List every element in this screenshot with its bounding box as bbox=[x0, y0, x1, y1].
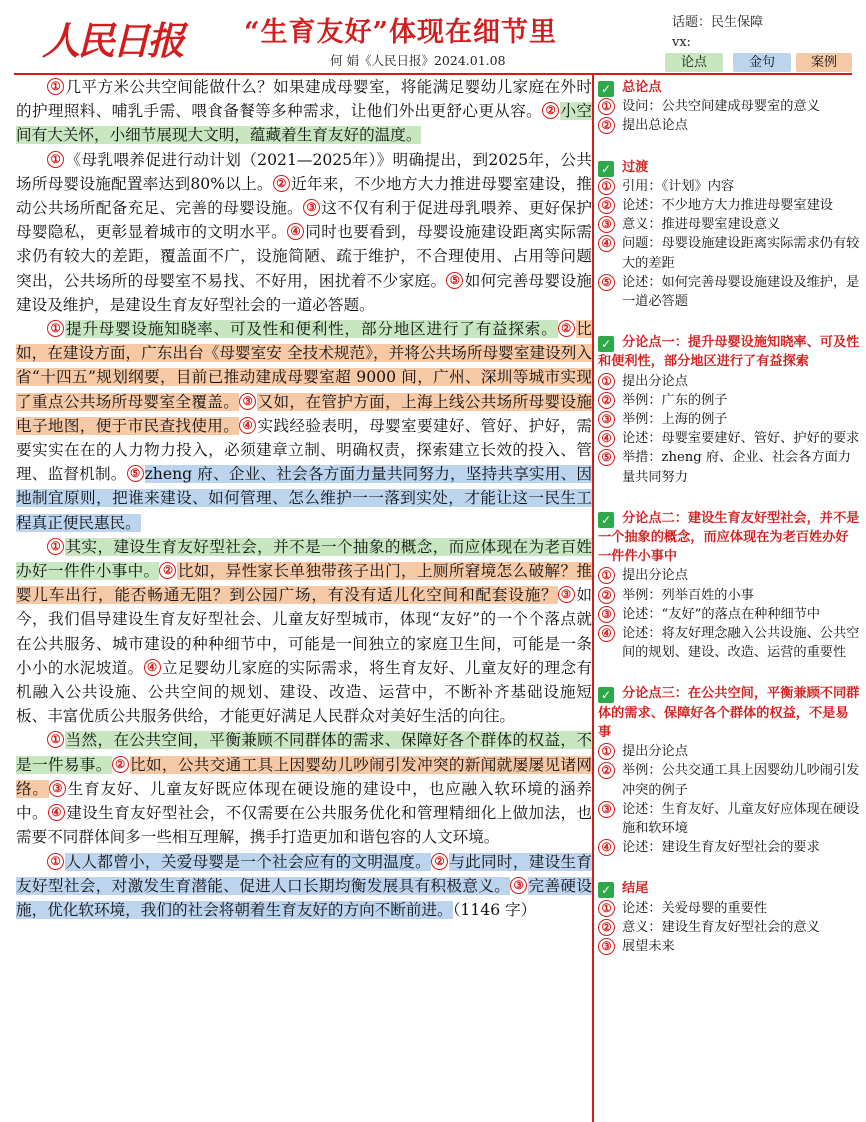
topic-label: 话题：民生保障 bbox=[672, 15, 764, 30]
outline-item-number: ② bbox=[598, 919, 615, 936]
outline-section-heading bbox=[598, 78, 860, 97]
outline-item bbox=[598, 838, 860, 857]
sentence-number: ③ bbox=[303, 199, 320, 216]
check-icon: ✓ bbox=[598, 81, 614, 97]
outline-item-text: 意义：推进母婴室建设意义 bbox=[622, 217, 781, 233]
outline-item-number: ① bbox=[598, 900, 615, 917]
vx-label: vx: bbox=[672, 35, 692, 50]
article-body bbox=[16, 75, 592, 922]
sentence-number: ① bbox=[47, 320, 64, 337]
outline-item bbox=[598, 742, 860, 761]
sentence-number: ① bbox=[47, 538, 64, 555]
outline-section-heading bbox=[598, 333, 860, 371]
sentence-text: 建设生育友好型社会，不仅需要在公共服务优化和管理精细化上做加法，也需要不同群体间多一些相互理解，携手打造更加和谐包容的人文环境。 bbox=[16, 804, 592, 847]
outline-item-number: ⑤ bbox=[598, 274, 615, 291]
paragraph-6 bbox=[16, 850, 592, 923]
outline-item-number: ③ bbox=[598, 606, 615, 623]
word-count: （1146 字） bbox=[452, 900, 537, 919]
outline-item-text: 提出分论点 bbox=[622, 373, 688, 389]
outline-item bbox=[598, 177, 860, 196]
outline-section-heading bbox=[598, 509, 860, 567]
sentence-number: ③ bbox=[49, 780, 66, 797]
sentence-text: 完善硬设施，优化软环境，我们的社会将朝着生育友好的方向不断前进。 bbox=[16, 876, 592, 919]
sentence-text: 小空间有大关怀，小细节展现大文明，蕴藏着生育友好的温度。 bbox=[16, 102, 592, 145]
sentence-number: ① bbox=[47, 151, 64, 168]
outline-item-text: 提出分论点 bbox=[622, 744, 688, 760]
sentence-text: 同时也要看到，母婴设施建设距离实际需求仍有较大的差距，覆盖面不广，设施简陋、疏于维护，不合理使用、占用等问题突出，公共场所的母婴室不易找、不好用，困扰着不少家庭。 bbox=[16, 223, 592, 290]
sentence-number: ④ bbox=[48, 804, 65, 821]
paragraph-4 bbox=[16, 535, 592, 729]
outline-item-text: 举例：列举百姓的小事 bbox=[622, 587, 754, 603]
outline-item bbox=[598, 800, 860, 838]
outline-item bbox=[598, 116, 860, 135]
sentence-text: 如何完善母婴设施建设及维护，是建设生育友好型社会的一道必答题。 bbox=[16, 271, 592, 314]
outline-section bbox=[598, 684, 860, 857]
outline-item-text: 提出总论点 bbox=[622, 118, 688, 134]
outline-item-text: 论述：不少地方大力推进母婴室建设 bbox=[622, 198, 833, 214]
outline-heading-text: 分论点二：建设生育友好型社会，并不是一个抽象的概念，而应体现在为老百姓办好一件件小事中 bbox=[598, 510, 860, 565]
sentence-number: ③ bbox=[558, 586, 575, 603]
outline-item-number: ④ bbox=[598, 839, 615, 856]
sentence-text: 比如，异性家长单独带孩子出门，上厕所窘境怎么破解？推婴儿车出行，能否畅通无阻？到公园广场，有没有适儿化空间和配套设施？ bbox=[16, 562, 592, 605]
check-icon: ✓ bbox=[598, 687, 614, 703]
outline-item bbox=[598, 586, 860, 605]
outline-item-text: 引用：《计划》内容 bbox=[622, 178, 735, 194]
sentence-text: 比如，在建设方面，广东出台《母婴室安 全技术规范》，并将公共场所母婴室建设列入省“十四五”规划纲要，目前已推动建成母婴室超 9000 间，广州、深圳等城市实现了重点公共场所母婴室全覆盖。 bbox=[16, 320, 592, 411]
outline-section-heading bbox=[598, 158, 860, 177]
outline-item bbox=[598, 97, 860, 116]
legend-tag-argument: 论点 bbox=[665, 53, 723, 72]
sentence-number: ② bbox=[431, 853, 448, 870]
outline-item bbox=[598, 899, 860, 918]
outline-section bbox=[598, 879, 860, 956]
outline-item bbox=[598, 391, 860, 410]
outline-item-text: 举例：公共交通工具上因婴幼儿吵闹引发冲突的例子 bbox=[622, 763, 860, 798]
paragraph-2 bbox=[16, 148, 592, 317]
article-byline: 何 娟《人民日报》2024.01.08 bbox=[330, 53, 506, 68]
outline-item-text: 举例：广东的例子 bbox=[622, 392, 728, 408]
outline-item-text: 论述：母婴室要建好、管好、护好的要求 bbox=[622, 431, 860, 447]
sentence-number: ② bbox=[558, 320, 575, 337]
outline-item-number: ① bbox=[598, 743, 615, 760]
legend-tag-quote: 金句 bbox=[733, 53, 791, 72]
check-icon: ✓ bbox=[598, 882, 614, 898]
outline-item bbox=[598, 196, 860, 215]
sentence-number: ③ bbox=[239, 393, 256, 410]
sentence-number: ② bbox=[159, 562, 176, 579]
outline-heading-text: 结尾 bbox=[622, 881, 649, 897]
sentence-text: 又如，在管护方面，上海上线公共场所母婴设施电子地图，便于市民查找使用。 bbox=[16, 392, 592, 435]
sentence-text: 生育友好、儿童友好既应体现在硬设施的建设中，也应融入软环境的涵养中。 bbox=[16, 779, 592, 823]
outline-section bbox=[598, 509, 860, 663]
outline-item-text: 论述：关爱母婴的重要性 bbox=[622, 900, 768, 916]
outline-item-text: 提出分论点 bbox=[622, 568, 688, 584]
sentence-number: ④ bbox=[287, 223, 304, 240]
check-icon: ✓ bbox=[598, 512, 614, 528]
outline-heading-text: 过渡 bbox=[622, 159, 649, 175]
page-header bbox=[0, 0, 866, 74]
outline-item-text: 举例：上海的例子 bbox=[622, 412, 728, 428]
sentence-text: zheng 府、企业、社会各方面力量共同努力，坚持共享实用、因地制宜原则，把谁来建设、如何管理、怎么维护一一落到实处，才能让这一民生工程真正便民惠民。 bbox=[16, 465, 592, 532]
outline-item-number: ④ bbox=[598, 625, 615, 642]
sentence-number: ⑤ bbox=[127, 465, 144, 482]
outline-item-text: 意义：建设生育友好型社会的意义 bbox=[622, 919, 820, 935]
sentence-text: 几平方米公共空间能做什么？如果建成母婴室，将能满足婴幼儿家庭在外时的护理照料、哺乳手需、喂食备餐等多种需求，让他们外出更舒心更从容。 bbox=[16, 78, 592, 121]
outline-heading-text: 分论点三：在公共空间，平衡兼顾不同群体的需求、保障好各个群体的权益，不是易事 bbox=[598, 686, 860, 740]
sentence-number: ① bbox=[47, 731, 64, 748]
outline-item-text: 论述：生育友好、儿童友好应体现在硬设施和软环境 bbox=[622, 801, 860, 836]
outline-item-text: 论述：将友好理念融入公共设施、公共空间的规划、建设、改造、运营的重要性 bbox=[622, 626, 860, 661]
outline-item-number: ① bbox=[598, 373, 615, 390]
outline-item-number: ① bbox=[598, 98, 615, 115]
outline-item bbox=[598, 918, 860, 937]
sentence-text: 《母乳喂养促进行动计划（2021—2025年）》明确提出，到2025年，公共场所母婴设施配置率达到80%以上。 bbox=[16, 150, 592, 193]
outline-item-number: ② bbox=[598, 587, 615, 604]
outline-item bbox=[598, 429, 860, 448]
outline-item-number: ⑤ bbox=[598, 449, 615, 466]
outline-item-number: ④ bbox=[598, 430, 615, 447]
outline-item bbox=[598, 234, 860, 272]
sentence-text: 提升母婴设施知晓率、可及性和便利性，部分地区进行了有益探索。 bbox=[65, 320, 558, 339]
legend-tag-case: 案例 bbox=[796, 53, 852, 72]
sentence-number: ④ bbox=[239, 417, 256, 434]
paragraph-5 bbox=[16, 728, 592, 849]
sentence-text: 立足婴幼儿家庭的实际需求，将生育友好、儿童友好的理念有机融入公共设施、公共空间的规划、建设、改造、运营中，不断补齐基础设施短板、丰富优质公共服务供给，才能更好满足人民群众对美好生活的向往。 bbox=[16, 658, 592, 726]
outline-item bbox=[598, 372, 860, 391]
outline-item-number: ① bbox=[598, 178, 615, 195]
outline-item bbox=[598, 624, 860, 662]
paragraph-3 bbox=[16, 317, 592, 535]
outline-section bbox=[598, 333, 860, 487]
outline-item bbox=[598, 448, 860, 486]
outline-item-number: ② bbox=[598, 392, 615, 409]
outline-item bbox=[598, 273, 860, 311]
article-title: “生育友好”体现在细节里 bbox=[244, 17, 558, 48]
outline-item-number: ① bbox=[598, 567, 615, 584]
sentence-number: ④ bbox=[144, 659, 161, 676]
sentence-text: 近年来，不少地方大力推进母婴室建设，推动公共场所配备充足、完善的母婴设施。 bbox=[16, 174, 592, 218]
outline-item-number: ③ bbox=[598, 938, 615, 955]
sentence-number: ② bbox=[112, 756, 129, 773]
outline-item-number: ④ bbox=[598, 235, 615, 252]
outline-item-number: ② bbox=[598, 117, 615, 134]
newspaper-logo: 人民日报 bbox=[42, 18, 183, 63]
outline-item bbox=[598, 605, 860, 624]
sentence-text: 当然，在公共空间，平衡兼顾不同群体的需求、保障好各个群体的权益，不是一件易事。 bbox=[16, 731, 592, 774]
outline-item-number: ② bbox=[598, 197, 615, 214]
sentence-text: 其实，建设生育友好型社会，并不是一个抽象的概念，而应体现在为老百姓办好一件件小事中。 bbox=[16, 537, 592, 581]
sentence-number: ① bbox=[47, 78, 64, 95]
outline-panel bbox=[598, 78, 860, 978]
outline-item-number: ③ bbox=[598, 216, 615, 233]
outline-item-text: 论述：建设生育友好型社会的要求 bbox=[622, 840, 820, 856]
outline-item bbox=[598, 410, 860, 429]
outline-item-text: 论述：“友好”的落点在种种细节中 bbox=[622, 606, 821, 622]
check-icon: ✓ bbox=[598, 336, 614, 352]
outline-item-text: 设问：公共空间建成母婴室的意义 bbox=[622, 99, 820, 115]
sentence-text: 这不仅有利于促进母乳喂养、更好保护母婴隐私，更彰显着城市的文明水平。 bbox=[16, 199, 592, 242]
outline-item-number: ② bbox=[598, 762, 615, 779]
outline-item-text: 问题：母婴设施建设距离实际需求仍有较大的差距 bbox=[622, 236, 860, 271]
sentence-text: 实践经验表明，母婴室要建好、管好、护好，需要实实在在的人力物力投入，必须建章立制、明确权责，探索建立长效的投入、管理、监督机制。 bbox=[16, 416, 592, 484]
column-divider bbox=[592, 75, 594, 1122]
sentence-text: 与此同时，建设生育友好型社会，对激发生育潜能、促进人口长期均衡发展具有积极意义。 bbox=[16, 852, 592, 895]
outline-section bbox=[598, 78, 860, 136]
sentence-text: 人人都曾小，关爱母婴是一个社会应有的文明温度。 bbox=[65, 852, 431, 871]
outline-section bbox=[598, 158, 860, 312]
outline-item bbox=[598, 761, 860, 799]
sentence-number: ⑤ bbox=[446, 272, 463, 289]
outline-item-text: 举措：zheng 府、企业、社会各方面力量共同努力 bbox=[622, 450, 851, 485]
outline-item bbox=[598, 937, 860, 956]
outline-item-number: ③ bbox=[598, 411, 615, 428]
outline-section-heading bbox=[598, 684, 860, 742]
outline-heading-text: 总论点 bbox=[622, 80, 662, 95]
check-icon: ✓ bbox=[598, 161, 614, 177]
sentence-text: 比如，公共交通工具上因婴幼儿吵闹引发冲突的新闻就屡屡见诸网络。 bbox=[16, 755, 592, 798]
paragraph-1 bbox=[16, 75, 592, 148]
sentence-number: ② bbox=[542, 102, 559, 119]
outline-heading-text: 分论点一：提升母婴设施知晓率、可及性和便利性，部分地区进行了有益探索 bbox=[598, 335, 860, 370]
outline-item-text: 展望未来 bbox=[622, 938, 675, 954]
outline-item bbox=[598, 215, 860, 234]
sentence-number: ③ bbox=[510, 877, 527, 894]
sentence-number: ② bbox=[273, 175, 290, 192]
outline-item-number: ③ bbox=[598, 801, 615, 818]
outline-section-heading bbox=[598, 879, 860, 898]
outline-item bbox=[598, 566, 860, 585]
outline-item-text: 论述：如何完善母婴设施建设及维护，是一道必答题 bbox=[622, 274, 860, 310]
sentence-number: ① bbox=[47, 853, 64, 870]
sentence-text: 如今，我们倡导建设生育友好型社会、儿童友好型城市，体现“友好”的一个个落点就在公共服务、城市建设的种种细节中，可能是一间独立的家庭卫生间，可能是一条小小的水泥坡道。 bbox=[16, 586, 592, 677]
